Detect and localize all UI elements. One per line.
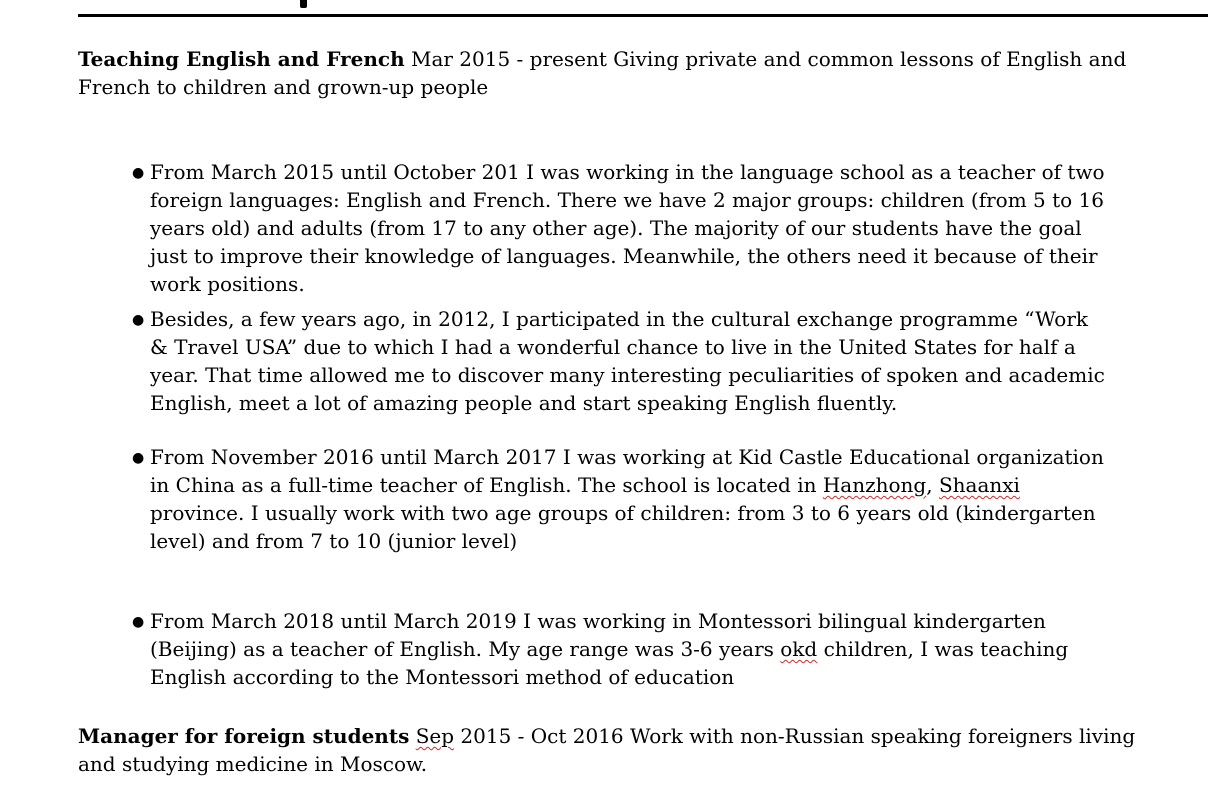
misspelled-word: okd bbox=[780, 637, 818, 661]
bullet-text: From March 2018 until March 2019 I was working in Montessori bilingual kindergarten (Beijing) as a teacher of English. My age range was 3-6 years bbox=[150, 609, 1046, 661]
list-item bbox=[78, 443, 1110, 555]
misspelled-word: Sep bbox=[415, 724, 455, 748]
experience-bullet-list bbox=[78, 158, 1110, 691]
misspelled-word: Hanzhong bbox=[822, 473, 927, 497]
bullet-text: province. I usually work with two age groups of children: from 3 to 6 years old (kindergarten level) and from 7 to 10 (junior level) bbox=[150, 501, 1096, 553]
bullet-text: children, I was teaching English according to the Montessori method of education bbox=[150, 637, 1069, 689]
bullet-text: , bbox=[926, 473, 939, 497]
job-title: Manager for foreign students bbox=[78, 724, 410, 748]
bullet-marker: ● bbox=[132, 165, 145, 181]
bullet-text: From November 2016 until March 2017 I was working at Kid Castle Educational organization in China as a full-time teacher of English. The school is located in bbox=[150, 445, 1104, 497]
bullet-text: From March 2015 until October 201 I was working in the language school as a teacher of two foreign languages: English and French. There we have 2 major groups: children (from 5 to 16 years old) and adults (from 17 to any other age). The majority of our students have the goal just to improve their knowledge of languages. Meanwhile, the others need it because of their work positions. bbox=[150, 160, 1105, 296]
misspelled-word: Shaanxi bbox=[938, 473, 1020, 497]
section-divider-rule bbox=[78, 14, 1208, 17]
experience-entry-header bbox=[78, 722, 1176, 778]
bullet-marker: ● bbox=[132, 450, 145, 466]
list-item bbox=[78, 607, 1110, 691]
experience-entry-header bbox=[78, 45, 1176, 101]
list-item bbox=[78, 158, 1110, 298]
bullet-text: Besides, a few years ago, in 2012, I participated in the cultural exchange programme “Work & Travel USA” due to which I had a wonderful chance to live in the United States for half a year. That time allowed me to discover many interesting peculiarities of spoken and academic English, meet a lot of amazing people and start speaking English fluently. bbox=[150, 307, 1105, 415]
job-dates-description: Mar 2015 - present Giving private and common lessons of English and French to children and grown-up people bbox=[78, 47, 1127, 99]
bullet-marker: ● bbox=[132, 312, 145, 328]
job-dates-description: 2015 - Oct 2016 Work with non-Russian speaking foreigners living and studying medicine in Moscow. bbox=[78, 724, 1136, 776]
cropped-heading-remnant bbox=[300, 0, 307, 8]
bullet-marker: ● bbox=[132, 614, 145, 630]
job-title: Teaching English and French bbox=[78, 47, 405, 71]
list-item bbox=[78, 305, 1110, 417]
